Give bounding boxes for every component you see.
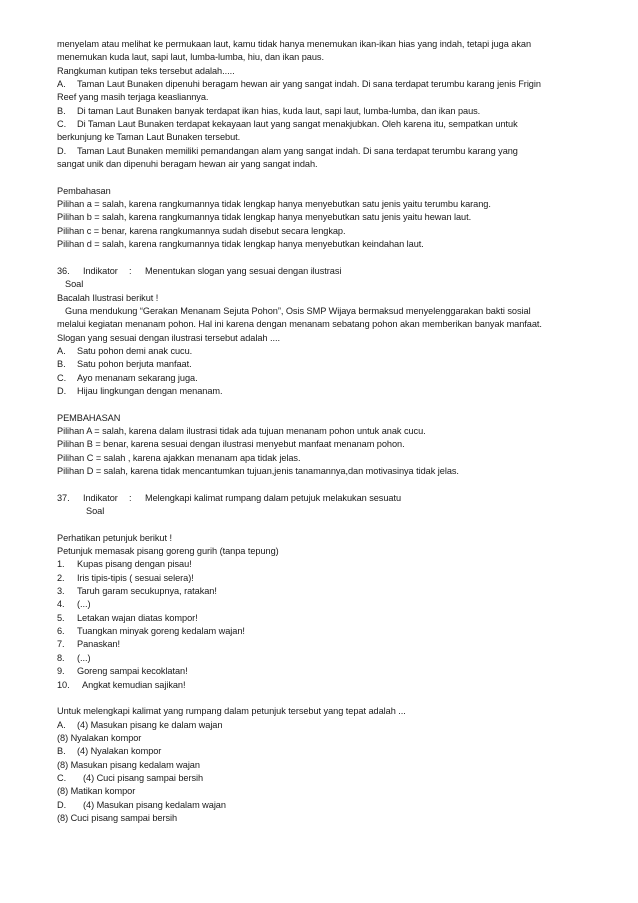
question-prompt: Rangkuman kutipan teks tersebut adalah..... — [57, 65, 235, 76]
explanation-line: Pilihan D = salah, karena tidak mencantumkan tujuan,jenis tanamannya,dan motivasinya tidak jelas. — [57, 466, 459, 476]
soal-label: Soal — [86, 506, 105, 517]
option-d-continued: (8) Cuci pisang sampai bersih — [57, 812, 178, 823]
question-prompt: Untuk melengkapi kalimat yang rumpang dalam petunjuk tersebut yang tepat adalah ... — [57, 706, 406, 717]
step-number: 7. — [57, 639, 65, 650]
explanation-line: Pilihan b = salah, karena rangkumannya tidak lengkap hanya menyebutkan satu jenis yaitu hewan laut. — [57, 212, 472, 223]
step-item — [57, 585, 597, 598]
option-d — [57, 799, 597, 812]
option-text: Di Taman Laut Bunaken terdapat kekayaan laut yang sangat menakjubkan. Oleh karena itu, sempatkan untuk — [77, 119, 518, 130]
option-text: Satu pohon demi anak cucu. — [77, 345, 193, 356]
spacer — [57, 518, 597, 531]
indikator-text: Melengkapi kalimat rumpang dalam petujuk melakukan sesuatu — [145, 492, 402, 503]
explanation-line: Pilihan C = salah , karena ajakkan menanam apa tidak jelas. — [57, 452, 301, 463]
option-label: A. — [57, 79, 66, 90]
step-number: 6. — [57, 626, 65, 637]
option-a — [57, 719, 597, 732]
option-b — [57, 358, 597, 371]
step-number: 3. — [57, 586, 65, 597]
option-text: Taman Laut Bunaken memiliki pemandangan alam yang sangat indah. Di sana terdapat terumbu karang yang — [77, 145, 518, 156]
step-number: 4. — [57, 599, 65, 610]
explanation-line: Pilihan d = salah, karena rangkumannya tidak lengkap hanya menyebutkan keindahan laut. — [57, 239, 424, 250]
instruction-title: Petunjuk memasak pisang goreng gurih (tanpa tepung) — [57, 546, 279, 557]
section-heading: Pembahasan — [57, 185, 111, 196]
option-c — [57, 372, 597, 385]
step-text: Angkat kemudian sajikan! — [82, 679, 186, 690]
passage-line: menyelam atau melihat ke permukaan laut, kamu tidak hanya menemukan ikan-ikan hias yang indah, tetapi juga akan — [57, 39, 532, 49]
explanation-line: Pilihan c = benar, karena rangkumannya sudah disebut secara lengkap. — [57, 225, 346, 236]
option-label: A. — [57, 719, 66, 730]
option-label: D. — [57, 145, 67, 156]
document-page — [57, 38, 597, 825]
option-text: (4) Cuci pisang sampai bersih — [83, 772, 204, 783]
step-item — [57, 625, 597, 638]
step-number: 8. — [57, 652, 65, 663]
option-label: C. — [57, 119, 67, 130]
explanation-line: Pilihan a = salah, karena rangkumannya tidak lengkap hanya menyebutkan satu jenis yaitu terumbu karang. — [57, 199, 491, 210]
option-a — [57, 78, 597, 91]
spacer — [57, 171, 597, 184]
option-text: Taman Laut Bunaken dipenuhi beragam hewan air yang sangat indah. Di sana terdapat terumbu karang jenis Frigin — [77, 79, 541, 90]
step-item — [57, 612, 597, 625]
step-item — [57, 665, 597, 678]
option-label: A. — [57, 345, 66, 356]
instruction-line: Perhatikan petunjuk berikut ! — [57, 532, 172, 543]
step-text: Letakan wajan diatas kompor! — [77, 612, 198, 623]
option-b — [57, 745, 597, 758]
option-label: C. — [57, 372, 67, 383]
question-prompt: Slogan yang sesuai dengan ilustrasi tersebut adalah .... — [57, 332, 280, 343]
colon: : — [129, 492, 132, 503]
spacer — [57, 692, 597, 705]
indikator-line — [57, 492, 597, 505]
step-item — [57, 558, 597, 571]
option-text: Hijau lingkungan dengan menanam. — [77, 385, 223, 396]
colon: : — [129, 265, 132, 276]
instruction-line: Bacalah Ilustrasi berikut ! — [57, 292, 159, 303]
illustration-line: melalui kegiatan menanam pohon. Hal ini karena dengan menanam sebatang pohon akan memberikan banyak manfaat. — [57, 319, 542, 330]
option-a — [57, 345, 597, 358]
step-item — [57, 679, 597, 692]
option-label: B. — [57, 746, 66, 757]
step-item — [57, 638, 597, 651]
option-label: D. — [57, 385, 67, 396]
option-d — [57, 385, 597, 398]
step-text: Tuangkan minyak goreng kedalam wajan! — [77, 626, 245, 637]
step-number: 2. — [57, 572, 65, 583]
option-a-continued: Reef yang masih terjaga keasliannya. — [57, 92, 209, 103]
soal-label: Soal — [65, 279, 84, 290]
step-text: Kupas pisang dengan pisau! — [77, 559, 192, 570]
option-d-continued: sangat unik dan dipenuhi beragam hewan air yang sangat indah. — [57, 159, 318, 170]
step-number: 5. — [57, 612, 65, 623]
step-text: Goreng sampai kecoklatan! — [77, 666, 188, 677]
option-text: (4) Nyalakan kompor — [77, 746, 162, 757]
option-a-continued: (8) Nyalakan kompor — [57, 732, 142, 743]
question-number: 37. — [57, 492, 70, 503]
indikator-line — [57, 265, 597, 278]
step-text: (...) — [77, 652, 91, 663]
indikator-text: Menentukan slogan yang sesuai dengan ilustrasi — [145, 265, 342, 276]
option-text: Satu pohon berjuta manfaat. — [77, 359, 192, 370]
step-item — [57, 598, 597, 611]
option-label: B. — [57, 105, 66, 116]
option-label: C. — [57, 772, 67, 783]
option-b-continued: (8) Masukan pisang kedalam wajan — [57, 759, 200, 770]
step-text: Iris tipis-tipis ( sesuai selera)! — [77, 572, 194, 583]
step-item — [57, 652, 597, 665]
step-item — [57, 572, 597, 585]
step-text: (...) — [77, 599, 91, 610]
explanation-line: Pilihan B = benar, karena sesuai dengan ilustrasi menyebut manfaat menanam pohon. — [57, 439, 405, 450]
option-c — [57, 772, 597, 785]
option-text: Di taman Laut Bunaken banyak terdapat ikan hias, kuda laut, sapi laut, lumba-lumba, dan ikan paus. — [77, 105, 481, 116]
option-text: Ayo menanam sekarang juga. — [77, 372, 198, 383]
illustration-line: Guna mendukung “Gerakan Menanam Sejuta Pohon”, Osis SMP Wijaya bermaksud menyelenggarakan bakti sosial — [65, 305, 531, 316]
option-text: (4) Masukan pisang ke dalam wajan — [77, 719, 223, 730]
option-c-continued: berkunjung ke Taman Laut Bunaken tersebut. — [57, 132, 241, 143]
indikator-label: Indikator — [83, 265, 118, 276]
explanation-line: Pilihan A = salah, karena dalam ilustrasi tidak ada tujuan menanam pohon untuk anak cucu. — [57, 425, 426, 436]
option-text: (4) Masukan pisang kedalam wajan — [83, 799, 226, 810]
spacer — [57, 398, 597, 411]
option-label: D. — [57, 799, 67, 810]
option-label: B. — [57, 359, 66, 370]
passage-line: menemukan kuda laut, sapi laut, lumba-lumba, hiu, dan ikan paus. — [57, 52, 324, 63]
step-number: 1. — [57, 559, 65, 570]
step-text: Taruh garam secukupnya, ratakan! — [77, 586, 217, 597]
spacer — [57, 478, 597, 491]
option-c — [57, 118, 597, 131]
step-text: Panaskan! — [77, 639, 120, 650]
spacer — [57, 252, 597, 265]
question-number: 36. — [57, 265, 70, 276]
step-number: 9. — [57, 666, 65, 677]
step-number: 10. — [57, 679, 70, 690]
section-heading: PEMBAHASAN — [57, 412, 121, 423]
indikator-label: Indikator — [83, 492, 118, 503]
option-c-continued: (8) Matikan kompor — [57, 786, 136, 797]
option-d — [57, 145, 597, 158]
option-b — [57, 105, 597, 118]
